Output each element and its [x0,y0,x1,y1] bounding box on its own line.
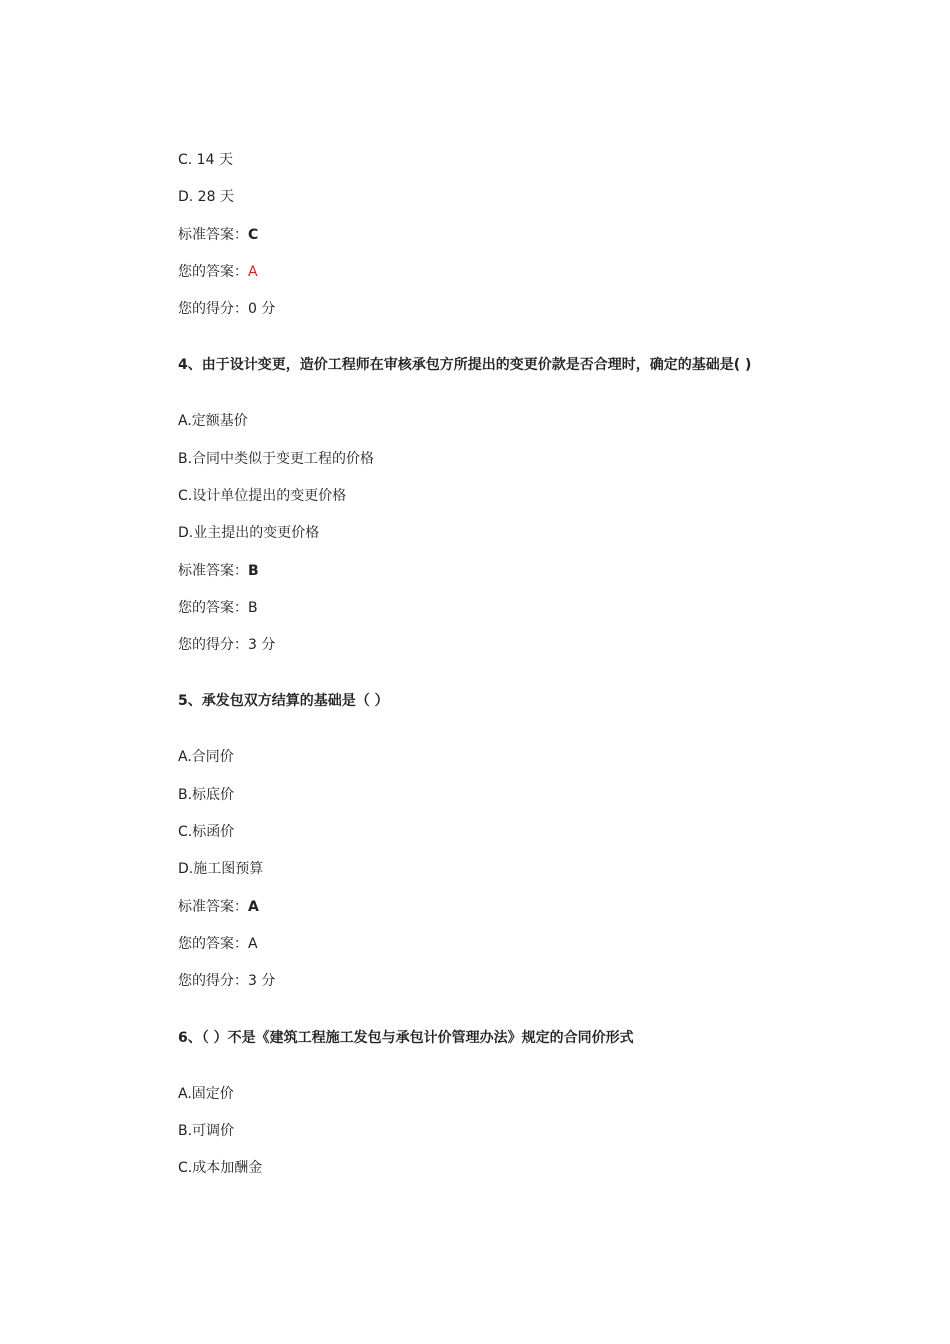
q3-your-answer [178,263,258,281]
q4-option-c: C.设计单位提出的变更价格 [178,488,347,504]
q3-score: 您的得分：0 分 [178,301,276,317]
standard-answer-label: 标准答案： [178,899,248,915]
standard-answer-value: B [248,563,259,579]
q3-option-c: C. 14 天 [178,152,233,168]
q5-option-b: B.标底价 [178,787,235,803]
q3-option-d: D. 28 天 [178,189,234,205]
standard-answer-label: 标准答案： [178,563,248,579]
q4-standard-answer [178,562,259,580]
q6-option-a: A.固定价 [178,1086,234,1102]
q5-option-a: A.合同价 [178,749,234,765]
standard-answer-value: C [248,227,259,243]
q4-title: 4、由于设计变更，造价工程师在审核承包方所提出的变更价款是否合理时，确定的基础是( ) [178,357,752,373]
q5-standard-answer [178,898,259,916]
q3-standard-answer [178,226,258,244]
standard-answer-value: A [248,899,259,915]
q6-option-b: B.可调价 [178,1123,235,1139]
q6-option-c: C.成本加酬金 [178,1160,263,1176]
q4-option-b: B.合同中类似于变更工程的价格 [178,451,375,467]
your-answer-value-wrong: A [248,264,258,280]
your-answer-label: 您的答案： [178,264,248,280]
q4-your-answer: 您的答案：B [178,600,258,616]
q5-option-c: C.标函价 [178,824,235,840]
q5-your-answer: 您的答案：A [178,936,258,952]
q5-score: 您的得分：3 分 [178,973,276,989]
standard-answer-label: 标准答案： [178,227,248,243]
q4-option-d: D.业主提出的变更价格 [178,525,320,541]
q5-option-d: D.施工图预算 [178,861,264,877]
q4-score: 您的得分：3 分 [178,637,276,653]
q5-title: 5、承发包双方结算的基础是（ ） [178,693,389,709]
q4-option-a: A.定额基价 [178,413,248,429]
q6-title: 6、（ ）不是《建筑工程施工发包与承包计价管理办法》规定的合同价形式 [178,1030,634,1046]
